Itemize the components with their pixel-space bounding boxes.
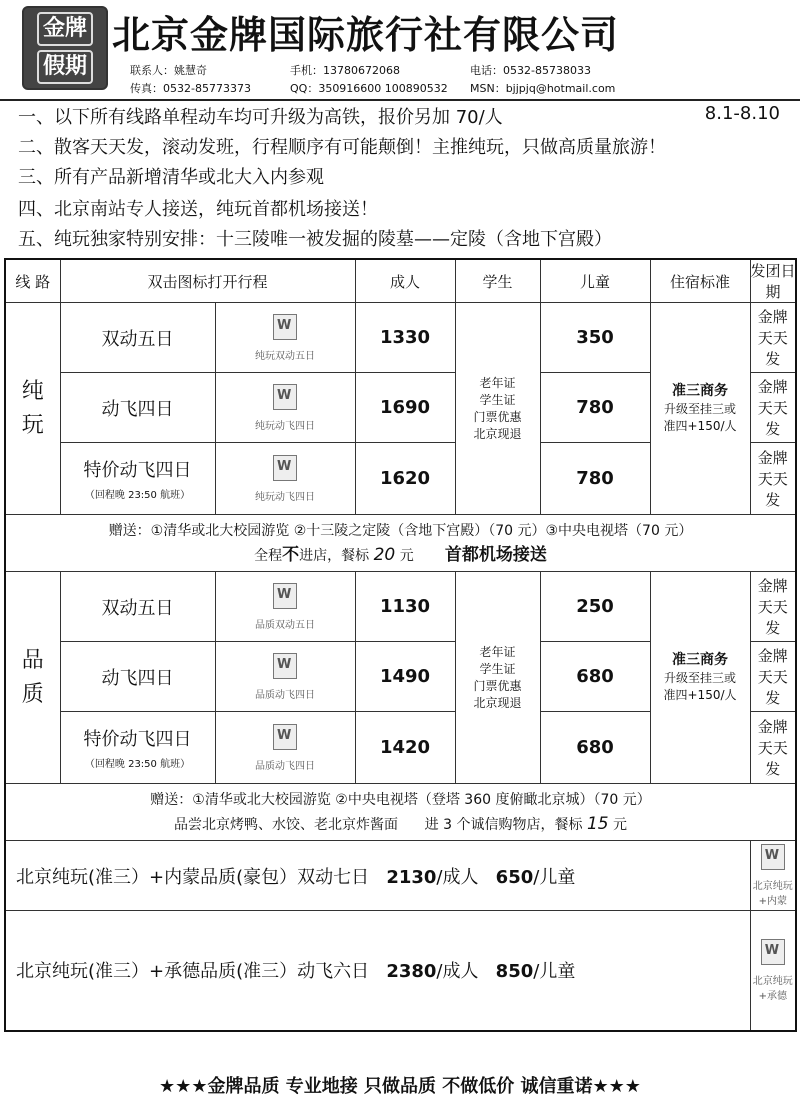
combo-name: 北京纯玩(准三）+内蒙品质(豪包）双动七日 (16, 866, 370, 888)
gift-line: 赠送：①清华或北大校园游览 ②中央电视塔（登塔 360 度俯瞰北京城）（70 元） (150, 791, 651, 808)
adult-price: 1330 (355, 303, 455, 373)
combo-name: 北京纯玩(准三）+承德品质(准三）动飞六日 (16, 961, 370, 983)
category-char-2: 质 (21, 681, 44, 707)
logo-line-1: 金牌 (37, 12, 93, 46)
gift-text: 进店，餐标 (299, 547, 370, 564)
gift-line: 赠送：①清华或北大校园游览 ②十三陵之定陵（含地下宫殿）（70 元）③中央电视塔（70 元） (108, 522, 693, 539)
table-header (5, 259, 796, 303)
itinerary-doc-link[interactable] (215, 712, 355, 784)
hotel-standard (650, 572, 750, 784)
combo-child-unit: /儿童 (533, 961, 576, 983)
qq-number: QQ：350916600 100890532 (290, 82, 448, 95)
footer-slogan: ★★★金牌品质 专业地接 只做品质 不做低价 诚信重诺★★★ (159, 1076, 641, 1097)
hotel-standard (650, 303, 750, 515)
doc-label: 纯玩动飞四日 (255, 420, 315, 432)
table-row (5, 303, 796, 373)
fax-number: 传真：0532-85773373 (130, 82, 251, 95)
itinerary-doc-link[interactable] (215, 373, 355, 443)
note-line: 门票优惠 (473, 678, 522, 693)
depart-daily: 金牌天天发 (750, 642, 796, 712)
combo-child-price: 650 (495, 866, 534, 888)
gift-row (5, 784, 796, 841)
child-price: 780 (540, 373, 650, 443)
hotel-sub: 准四+150/人 (663, 419, 737, 433)
student-discount-note (455, 572, 540, 784)
note-line: 学生证 (479, 392, 516, 407)
header-divider (0, 99, 800, 101)
note-line: 门票优惠 (473, 409, 522, 424)
document-icon (273, 384, 297, 410)
gift-emphasis: 不 (282, 544, 300, 565)
document-icon (273, 583, 297, 609)
student-discount-note (455, 303, 540, 515)
table-row (5, 572, 796, 642)
meal-standard: 20 (373, 544, 396, 565)
depart-daily: 金牌天天发 (750, 443, 796, 515)
company-name: 北京金牌国际旅行社有限公司 (112, 12, 620, 57)
depart-daily: 金牌天天发 (750, 572, 796, 642)
child-price: 680 (540, 712, 650, 784)
depart-daily: 金牌天天发 (750, 712, 796, 784)
doc-label: 纯玩双动五日 (255, 350, 315, 362)
header-hotel: 住宿标准 (650, 259, 750, 303)
document-icon (761, 844, 785, 870)
combo-row (5, 841, 796, 911)
document-icon (273, 455, 297, 481)
airport-transfer: 首都机场接送 (444, 544, 547, 565)
header-route: 线 路 (5, 259, 60, 303)
gift-text: 品尝北京烤鸭、水饺、老北京炸酱面 (173, 816, 398, 833)
child-price: 350 (540, 303, 650, 373)
combo-child-price: 850 (495, 961, 534, 983)
itinerary-doc-link[interactable] (750, 911, 796, 1031)
combo-adult-unit: /成人 (436, 961, 479, 983)
adult-price: 1620 (355, 443, 455, 515)
note-line: 老年证 (479, 644, 516, 659)
document-icon (273, 314, 297, 340)
depart-daily: 金牌天天发 (750, 303, 796, 373)
note-line: 老年证 (479, 375, 516, 390)
date-range: 8.1-8.10 (704, 103, 780, 124)
header-student: 学生 (455, 259, 540, 303)
category-char-1: 纯 (21, 378, 44, 404)
company-logo (22, 6, 108, 90)
hotel-sub: 升级至挂三或 (664, 671, 737, 685)
notice-1: 一、以下所有线路单程动车均可升级为高铁，报价另加 70/人 (18, 107, 503, 128)
category-pinzhi (5, 572, 60, 784)
itinerary-doc-link[interactable] (750, 841, 796, 911)
logo-line-2: 假期 (37, 50, 93, 84)
header-itinerary: 双击图标打开行程 (60, 259, 355, 303)
itinerary-doc-link[interactable] (215, 443, 355, 515)
route-name: 特价动飞四日 (83, 729, 192, 750)
category-char-2: 玩 (21, 412, 44, 438)
adult-price: 1690 (355, 373, 455, 443)
hotel-main: 准三商务 (672, 652, 729, 668)
route-name: 动飞四日 (60, 642, 215, 712)
doc-label: 品质双动五日 (255, 619, 315, 631)
note-line: 北京现退 (473, 695, 522, 710)
document-icon (273, 653, 297, 679)
hotel-sub: 升级至挂三或 (664, 402, 737, 416)
gift-info-chunwan (5, 515, 796, 572)
mobile-number: 手机：13780672068 (290, 64, 400, 77)
category-chunwan (5, 303, 60, 515)
adult-price: 1130 (355, 572, 455, 642)
adult-price: 1490 (355, 642, 455, 712)
document-icon (273, 724, 297, 750)
child-price: 780 (540, 443, 650, 515)
itinerary-doc-link[interactable] (215, 642, 355, 712)
combo-2 (5, 911, 750, 1031)
document-icon (761, 939, 785, 965)
gift-text: 元 (399, 547, 414, 564)
hotel-main: 准三商务 (672, 383, 729, 399)
route-name-special (60, 443, 215, 515)
doc-label: 品质动飞四日 (255, 760, 315, 772)
gift-text: 进 3 个诚信购物店，餐标 (424, 816, 583, 833)
route-sub: （回程晚 23:50 航班） (84, 490, 191, 501)
combo-adult-price: 2380 (386, 961, 437, 983)
price-table (4, 258, 797, 1032)
gift-info-pinzhi (5, 784, 796, 841)
route-name: 动飞四日 (60, 373, 215, 443)
category-char-1: 品 (21, 647, 44, 673)
route-name-special (60, 712, 215, 784)
doc-label: 品质动飞四日 (255, 689, 315, 701)
doc-label: 北京纯玩+承德 (752, 975, 793, 1002)
gift-row (5, 515, 796, 572)
note-line: 北京现退 (473, 426, 522, 441)
route-name: 特价动飞四日 (83, 460, 192, 481)
combo-row (5, 911, 796, 1031)
combo-1 (5, 841, 750, 911)
note-line: 学生证 (479, 661, 516, 676)
itinerary-doc-link[interactable] (215, 572, 355, 642)
child-price: 250 (540, 572, 650, 642)
contact-person: 联系人：姚慧奇 (130, 64, 207, 77)
notice-2: 二、散客天天发，滚动发班，行程顺序有可能颠倒！主推纯玩，只做高质量旅游！ (18, 137, 666, 158)
route-sub: （回程晚 23:50 航班） (84, 759, 191, 770)
route-name: 双动五日 (60, 572, 215, 642)
itinerary-doc-link[interactable] (215, 303, 355, 373)
header-depart: 发团日期 (750, 259, 796, 303)
notice-4: 四、北京南站专人接送，纯玩首都机场接送！ (18, 199, 378, 220)
child-price: 680 (540, 642, 650, 712)
hotel-sub: 准四+150/人 (663, 688, 737, 702)
msn-link[interactable]: MSN：bjjpjq@hotmail.com (470, 82, 616, 95)
notice-5: 五、纯玩独家特别安排：十三陵唯一被发掘的陵墓——定陵（含地下宫殿） (18, 229, 612, 250)
notice-3: 三、所有产品新增清华或北大入内参观 (18, 167, 324, 188)
combo-child-unit: /儿童 (533, 866, 576, 888)
meal-standard: 15 (586, 813, 609, 834)
route-name: 双动五日 (60, 303, 215, 373)
depart-daily: 金牌天天发 (750, 373, 796, 443)
gift-text: 全程 (254, 547, 283, 564)
doc-label: 纯玩动飞四日 (255, 491, 315, 503)
header-child: 儿童 (540, 259, 650, 303)
doc-label: 北京纯玩+内蒙 (752, 881, 793, 907)
combo-adult-price: 2130 (386, 866, 437, 888)
adult-price: 1420 (355, 712, 455, 784)
combo-adult-unit: /成人 (436, 866, 479, 888)
phone-number: 电话：0532-85738033 (470, 64, 591, 77)
header-adult: 成人 (355, 259, 455, 303)
gift-text: 元 (613, 816, 628, 833)
